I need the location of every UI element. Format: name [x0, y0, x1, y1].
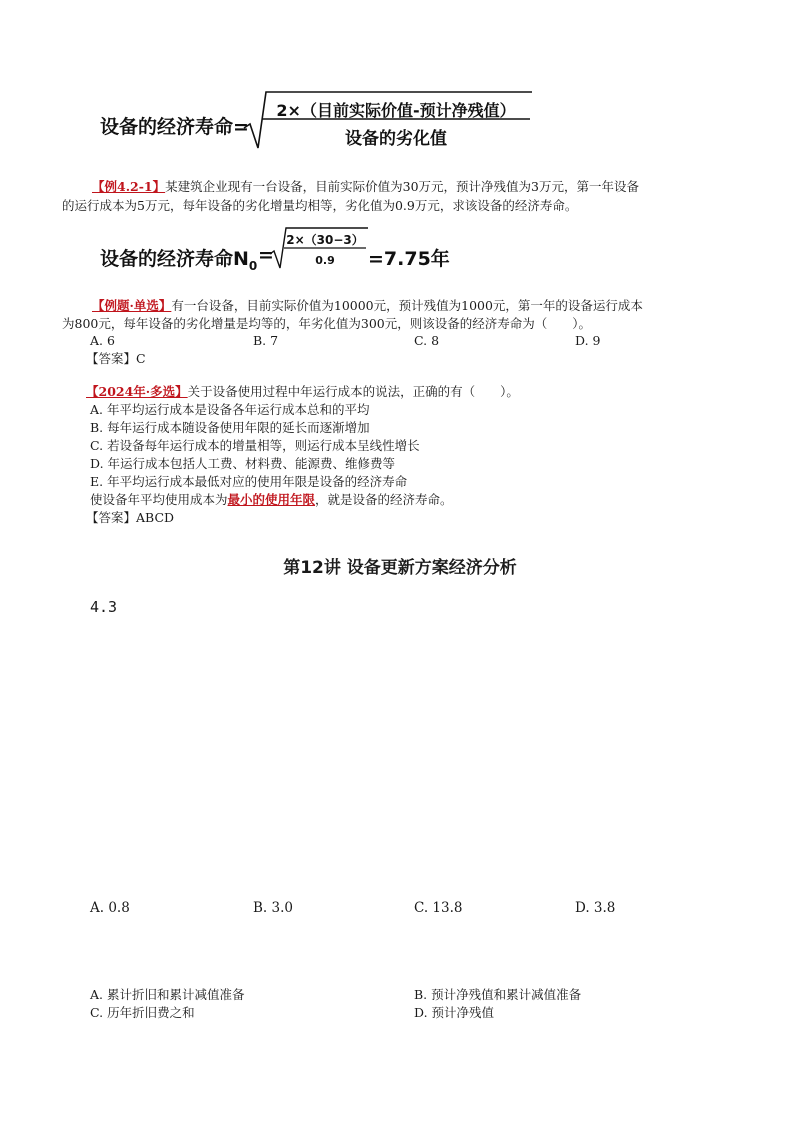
formula2-equals: =	[258, 244, 274, 266]
formula2-numerator: 2×（30−3）	[286, 233, 364, 247]
question3-option-a: A. 0.8	[90, 900, 130, 916]
question4-option-c: C. 历年折旧费之和	[90, 1005, 195, 1020]
question1-line2: 为800元，每年设备的劣化增量是均等的，年劣化值为300元，则该设备的经济寿命为（ ）。	[62, 316, 591, 331]
example1-tag: 【例4.2-1】	[92, 179, 166, 194]
question1-answer: 【答案】C	[86, 351, 146, 366]
formula2-lhs-text: 设备的经济寿命N	[100, 248, 249, 270]
example1-text-1: 某建筑企业现有一台设备，目前实际价值为30万元，预计净残值为3万元，第一年设备	[165, 179, 640, 194]
question2-answer: 【答案】ABCD	[86, 510, 175, 525]
question2-tag: 【2024年·多选】	[86, 384, 188, 399]
question4-option-a: A. 累计折旧和累计减值准备	[90, 987, 245, 1002]
question2-note-post: ，就是设备的经济寿命。	[315, 492, 453, 507]
question2-note-emphasis: 最小的使用年限	[227, 492, 316, 507]
question3-option-b: B. 3.0	[253, 900, 293, 916]
example1-line2: 的运行成本为5万元，每年设备的劣化增量均相等，劣化值为0.9万元，求该设备的经济寿命。	[62, 198, 578, 213]
formula1-lhs: 设备的经济寿命=	[100, 116, 249, 138]
question2-option-e: E. 年平均运行成本最低对应的使用年限是设备的经济寿命	[90, 474, 408, 489]
example1-line1	[92, 178, 639, 196]
formula2-subscript: 0	[248, 258, 258, 273]
question3-option-c: C. 13.8	[414, 900, 463, 916]
question1-option-a: A. 6	[90, 333, 115, 348]
question3-option-d: D. 3.8	[575, 900, 616, 916]
question1-option-b: B. 7	[253, 333, 279, 348]
question1-option-d: D. 9	[575, 333, 601, 348]
formula2-lhs	[100, 244, 257, 273]
formula1-denominator: 设备的劣化值	[345, 129, 447, 149]
question2-option-c: C. 若设备每年运行成本的增量相等，则运行成本呈线性增长	[90, 438, 420, 453]
question4-option-b: B. 预计净残值和累计减值准备	[414, 987, 582, 1002]
section-title: 第12讲 设备更新方案经济分析	[283, 558, 517, 578]
question1-option-c: C. 8	[414, 333, 440, 348]
question2-option-a: A. 年平均运行成本是设备各年运行成本总和的平均	[90, 402, 370, 417]
question2-stem-line	[86, 383, 519, 401]
question2-option-b: B. 每年运行成本随设备使用年限的延长而逐渐增加	[90, 420, 370, 435]
formula2-denominator: 0.9	[315, 254, 335, 267]
question2-stem: 关于设备使用过程中年运行成本的说法，正确的有（ ）。	[187, 384, 519, 399]
question1-line1	[92, 297, 643, 315]
question2-note	[90, 491, 453, 509]
question2-option-d: D. 年运行成本包括人工费、材料费、能源费、维修费等	[90, 456, 396, 471]
question2-note-pre: 使设备年平均使用成本为	[90, 492, 228, 507]
formula2-result: =7.75年	[368, 248, 450, 270]
section-number: 4.3	[90, 598, 118, 616]
question1-tag: 【例题·单选】	[92, 298, 172, 313]
question1-text-1: 有一台设备，目前实际价值为10000元，预计残值为1000元，第一年的设备运行成本	[171, 298, 643, 313]
question4-option-d: D. 预计净残值	[414, 1005, 495, 1020]
formula1-numerator: 2×（目前实际价值-预计净残值）	[276, 101, 516, 120]
